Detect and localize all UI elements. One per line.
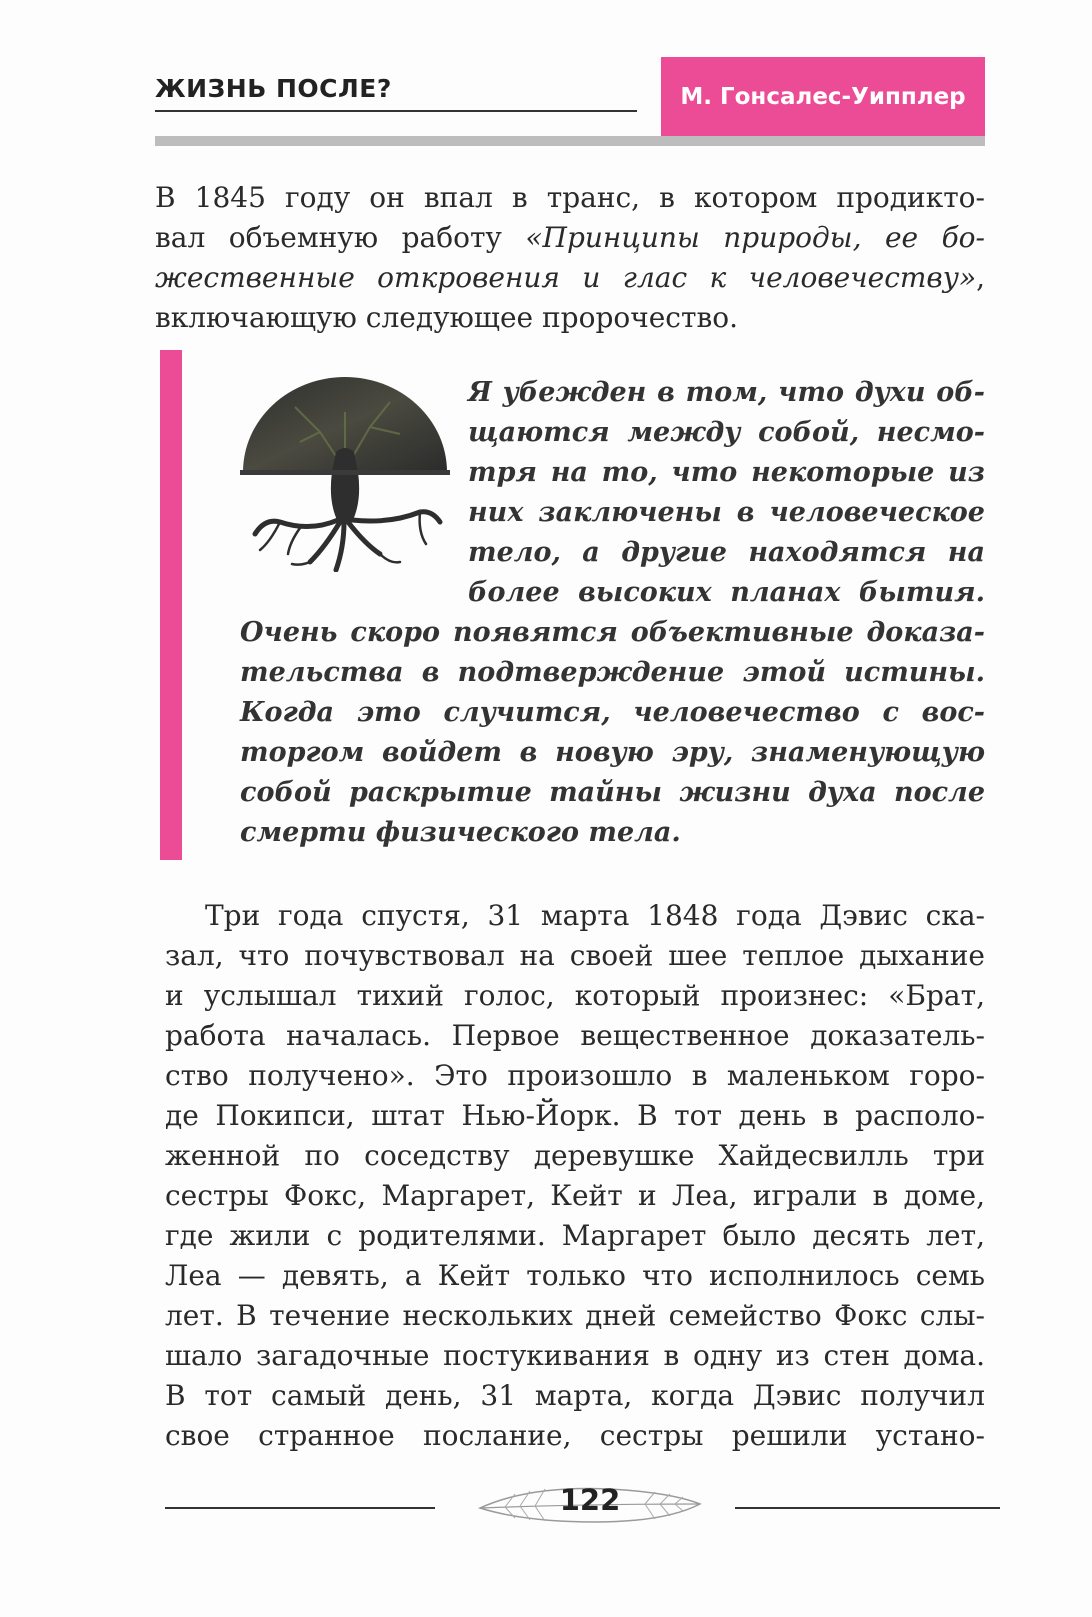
footer-rule-right [735,1507,1000,1509]
text-line: свое странное послание, сестры решили устано- [165,1419,985,1452]
text-line: и услышал тихий голос, который произнес: «Брат, [165,979,985,1012]
paragraph-intro [155,178,985,338]
quote-accent-bar [160,350,182,860]
text-line: работа началась. Первое вещественное доказатель- [165,1019,985,1052]
quote-line: собой раскрытие тайны жизни духа после [240,777,985,808]
quote-line: тело, а другие находятся на [468,537,985,568]
quote-line: тря на то, что некоторые из [468,457,985,488]
quote-line: смерти физического тела. [240,817,681,848]
quote-line: тельства в подтверждение этой истины. [240,657,985,688]
quote-text-right [468,373,985,613]
text-line: лет. В течение нескольких дней семейство Фокс слы- [165,1299,985,1332]
text-line: шало загадочные постукивания в одну из стен дома. [165,1339,985,1372]
header-rule [155,110,637,112]
text-line: зал, что почувствовал на своей шее теплое дыхание [165,939,985,972]
quote-line: Я убежден в том, что духи об- [468,377,985,408]
tree-icon [240,372,450,572]
footer-rule-left [165,1507,435,1509]
text-line: Три года спустя, 31 марта 1848 года Дэвис ска- [205,899,985,932]
paragraph-main [165,896,985,1456]
quote-line: Очень скоро появятся объективные доказа- [240,617,985,648]
text-line: вал объемную работу «Принципы природы, ее бо- [155,221,985,254]
author-name: М. Гонсалес-Уипплер [680,83,966,110]
quote-text-full [240,613,985,853]
quote-line: них заключены в человеческое [468,497,985,528]
page-number: 122 [559,1483,621,1517]
quote-line: Когда это случится, человечество с вос- [240,697,985,728]
text-line: В тот самый день, 31 марта, когда Дэвис получил [165,1379,985,1412]
quote-line: торгом войдет в новую эру, знаменующую [240,737,985,768]
text-line: ство получено». Это произошло в маленьком горо- [165,1059,985,1092]
text-line: жественные откровения и глас к человечеству», [155,261,985,294]
text-line: сестры Фокс, Маргарет, Кейт и Леа, играли в доме, [165,1179,985,1212]
text-line: де Покипси, штат Нью-Йорк. В тот день в располо- [165,1099,985,1132]
text-line: Леа — девять, а Кейт только что исполнилось семь [165,1259,985,1292]
text-line: женной по соседству деревушке Хайдесвилль три [165,1139,985,1172]
quote-line: щаются между собой, несмо- [468,417,985,448]
author-badge [661,57,985,136]
header-gray-bar [155,136,985,146]
quote-line: более высоких планах бытия. [468,577,985,608]
running-header-title: ЖИЗНЬ ПОСЛЕ? [155,74,392,103]
text-line: включающую следующее пророчество. [155,301,738,334]
text-line: В 1845 году он впал в транс, в котором продикто- [155,181,985,214]
text-line: где жили с родителями. Маргарет было десять лет, [165,1219,985,1252]
